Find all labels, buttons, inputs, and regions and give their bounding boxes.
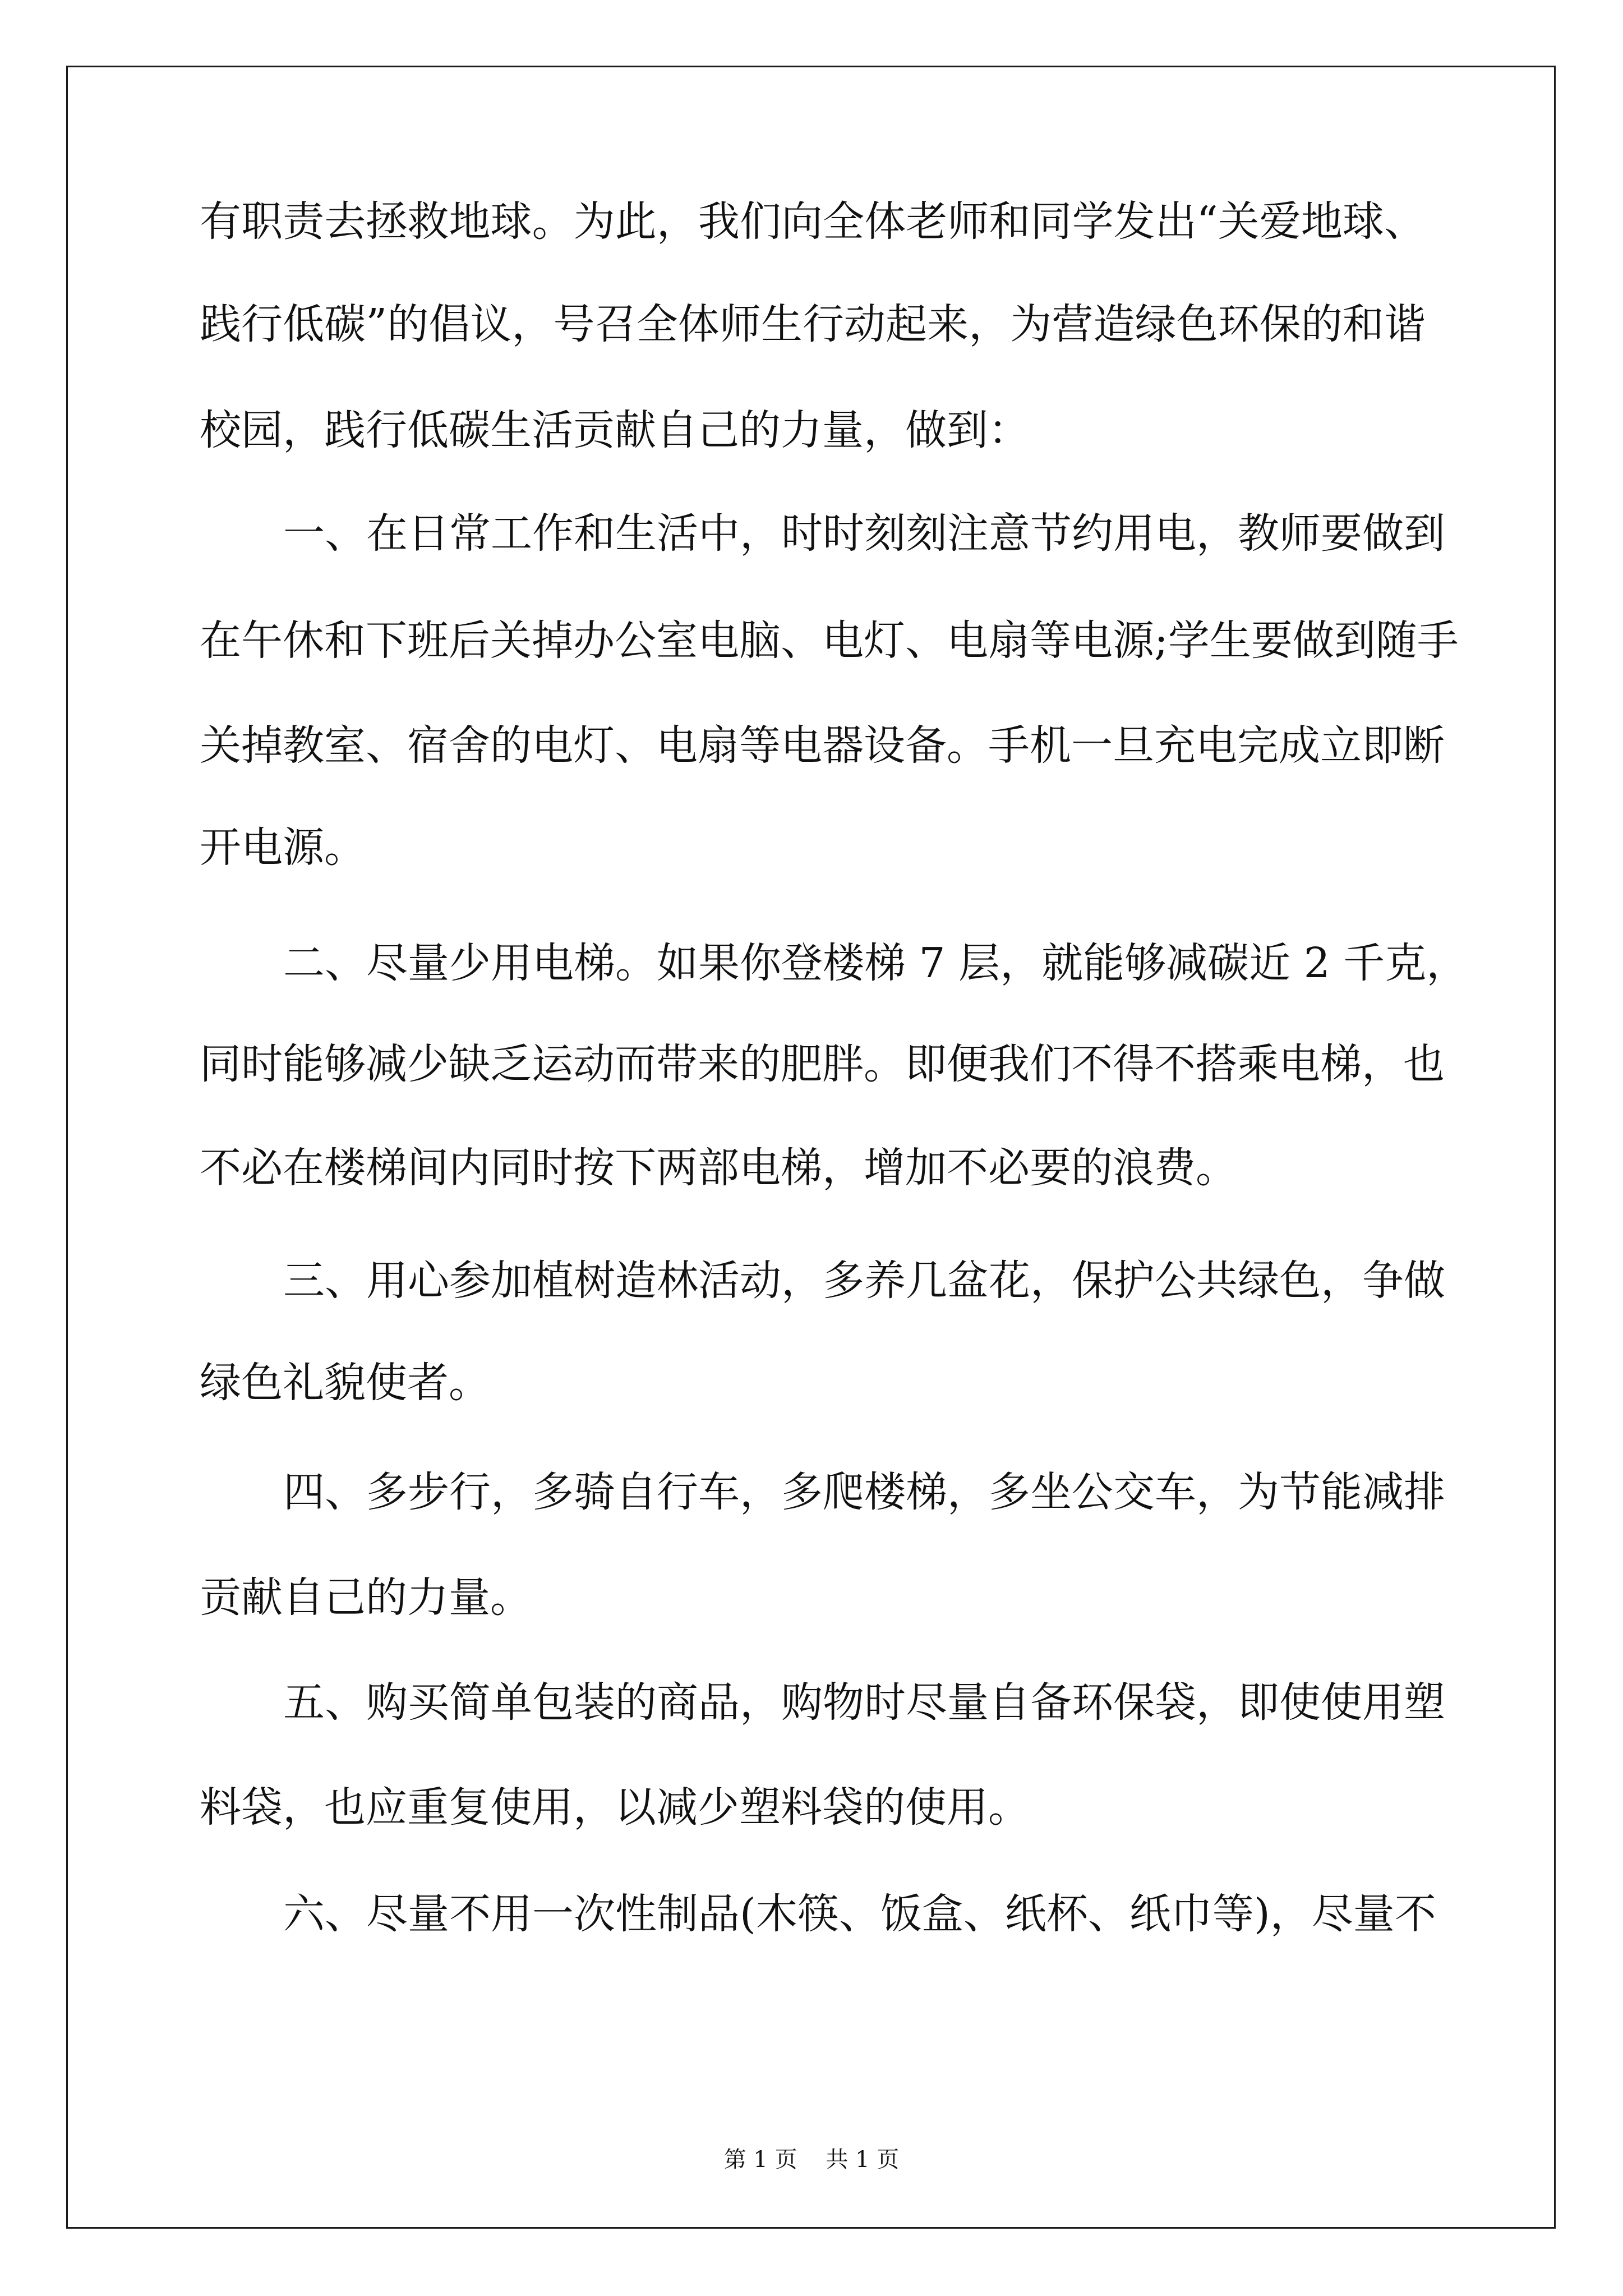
text-line: 贡献自己的力量。 [200,1573,532,1622]
text-line: 关掉教室、宿舍的电灯、电扇等电器设备。手机一旦充电完成立即断 [200,721,1445,770]
text-line: 六、尽量不用一次性制品(木筷、饭盒、纸杯、纸巾等)，尽量不 [283,1890,1436,1938]
text-line: 有职责去拯救地球。为此，我们向全体老师和同学发出“关爱地球、 [200,197,1426,246]
text-line: 在午休和下班后关掉办公室电脑、电灯、电扇等电源;学生要做到随手 [200,616,1459,665]
text-line: 同时能够减少缺乏运动而带来的肥胖。即便我们不得不搭乘电梯，也 [200,1040,1445,1088]
text-line: 校园，践行低碳生活贡献自己的力量，做到： [200,406,1030,454]
text-line: 践行低碳”的倡议，号召全体师生行动起来，为营造绿色环保的和谐 [200,300,1426,348]
page-footer: 第 1 页 共 1 页 [723,2147,900,2173]
text-line: 料袋，也应重复使用，以减少塑料袋的使用。 [200,1783,1030,1832]
text-line: 不必在楼梯间内同时按下两部电梯，增加不必要的浪费。 [200,1144,1237,1192]
text-line: 绿色礼貌使者。 [200,1359,490,1407]
text-line: 五、购买简单包装的商品，购物时尽量自备环保袋，即使使用塑 [283,1678,1445,1727]
text-line: 二、尽量少用电梯。如果你登楼梯 7 层，就能够减碳近 2 千克， [283,939,1468,987]
text-line: 一、在日常工作和生活中，时时刻刻注意节约用电，教师要做到 [283,509,1445,558]
text-line: 开电源。 [200,823,366,872]
text-line: 四、多步行，多骑自行车，多爬楼梯，多坐公交车，为节能减排 [283,1468,1445,1516]
text-line: 三、用心参加植树造林活动，多养几盆花，保护公共绿色，争做 [283,1257,1445,1305]
